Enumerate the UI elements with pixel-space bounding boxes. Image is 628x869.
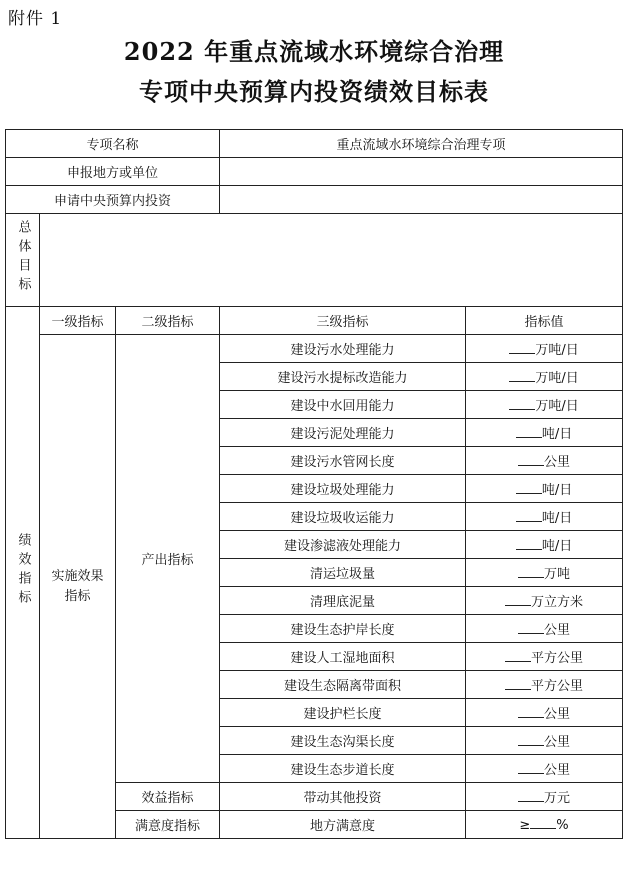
table-row bbox=[6, 130, 623, 158]
indicator-name: 地方满意度 bbox=[220, 811, 466, 839]
value-blank[interactable] bbox=[518, 565, 544, 578]
value-blank[interactable] bbox=[518, 621, 544, 634]
attachment-label: 附件 1 bbox=[8, 9, 63, 29]
indicator-name: 建设污水提标改造能力 bbox=[220, 363, 466, 391]
satisfaction-group-label: 满意度指标 bbox=[116, 811, 220, 839]
performance-label-cell bbox=[6, 307, 40, 839]
indicator-value-cell[interactable] bbox=[466, 335, 623, 363]
header-level1: 一级指标 bbox=[40, 307, 116, 335]
value-blank[interactable] bbox=[505, 649, 531, 662]
project-name-value: 重点流域水环境综合治理专项 bbox=[220, 130, 623, 158]
value-blank[interactable] bbox=[530, 816, 556, 829]
value-blank[interactable] bbox=[509, 397, 535, 410]
indicator-value-cell[interactable] bbox=[466, 671, 623, 699]
value-unit: 吨/日 bbox=[541, 511, 573, 526]
overall-goal-value[interactable] bbox=[40, 214, 623, 307]
table-row bbox=[6, 158, 623, 186]
indicator-name: 建设污水管网长度 bbox=[220, 447, 466, 475]
indicator-value-cell[interactable] bbox=[466, 699, 623, 727]
value-blank[interactable] bbox=[518, 733, 544, 746]
page-title-line2: 专项中央预算内投资绩效目标表 bbox=[139, 77, 489, 106]
output-group-label: 产出指标 bbox=[116, 335, 220, 783]
performance-target-table bbox=[5, 129, 623, 839]
indicator-name: 建设污泥处理能力 bbox=[220, 419, 466, 447]
indicator-name: 建设生态护岸长度 bbox=[220, 615, 466, 643]
value-unit: 万吨/日 bbox=[535, 399, 579, 414]
value-unit: 万元 bbox=[544, 791, 571, 806]
value-blank[interactable] bbox=[509, 369, 535, 382]
indicator-name: 带动其他投资 bbox=[220, 783, 466, 811]
value-unit: 公里 bbox=[544, 623, 571, 638]
indicator-value-cell[interactable] bbox=[466, 783, 623, 811]
indicator-value-cell[interactable] bbox=[466, 531, 623, 559]
indicator-name: 建设污水处理能力 bbox=[220, 335, 466, 363]
indicator-value-cell[interactable] bbox=[466, 643, 623, 671]
indicator-value-cell[interactable] bbox=[466, 559, 623, 587]
indicator-name: 建设人工湿地面积 bbox=[220, 643, 466, 671]
indicator-name: 清运垃圾量 bbox=[220, 559, 466, 587]
indicator-value-cell[interactable] bbox=[466, 615, 623, 643]
indicator-name: 建设渗滤液处理能力 bbox=[220, 531, 466, 559]
value-blank[interactable] bbox=[516, 481, 542, 494]
investment-value[interactable] bbox=[220, 186, 623, 214]
table-row bbox=[6, 186, 623, 214]
value-unit: 万吨/日 bbox=[535, 371, 579, 386]
value-blank[interactable] bbox=[505, 677, 531, 690]
applicant-value[interactable] bbox=[220, 158, 623, 186]
overall-goal-label: 总体目标 bbox=[15, 220, 31, 296]
indicator-name: 建设垃圾处理能力 bbox=[220, 475, 466, 503]
value-blank[interactable] bbox=[516, 425, 542, 438]
performance-label: 绩效指标 bbox=[15, 532, 31, 609]
value-blank[interactable] bbox=[518, 453, 544, 466]
indicator-name: 建设护栏长度 bbox=[220, 699, 466, 727]
value-unit: 吨/日 bbox=[541, 427, 573, 442]
indicator-name: 建设中水回用能力 bbox=[220, 391, 466, 419]
indicator-value-cell[interactable] bbox=[466, 811, 623, 839]
indicator-name: 建设垃圾收运能力 bbox=[220, 503, 466, 531]
overall-goal-label-cell bbox=[6, 214, 40, 307]
investment-label: 申请中央预算内投资 bbox=[6, 186, 220, 214]
benefit-group-label: 效益指标 bbox=[116, 783, 220, 811]
indicator-name: 建设生态步道长度 bbox=[220, 755, 466, 783]
header-value: 指标值 bbox=[466, 307, 623, 335]
indicator-value-cell[interactable] bbox=[466, 447, 623, 475]
value-unit: 平方公里 bbox=[531, 651, 584, 666]
indicator-value-cell[interactable] bbox=[466, 475, 623, 503]
project-name-label: 专项名称 bbox=[6, 130, 220, 158]
table-row bbox=[6, 335, 623, 363]
indicator-name: 建设生态隔离带面积 bbox=[220, 671, 466, 699]
value-prefix: ≥ bbox=[519, 818, 531, 833]
table-row bbox=[6, 307, 623, 335]
value-unit: 吨/日 bbox=[541, 539, 573, 554]
value-blank[interactable] bbox=[509, 341, 535, 354]
indicator-value-cell[interactable] bbox=[466, 587, 623, 615]
value-unit: 公里 bbox=[544, 763, 571, 778]
value-blank[interactable] bbox=[518, 761, 544, 774]
value-blank[interactable] bbox=[518, 705, 544, 718]
value-unit: 万吨 bbox=[544, 567, 571, 582]
table-row bbox=[6, 214, 623, 307]
indicator-name: 清理底泥量 bbox=[220, 587, 466, 615]
page-title-line1: 2022 年重点流域水环境综合治理 bbox=[123, 37, 505, 66]
value-blank[interactable] bbox=[518, 789, 544, 802]
value-unit: 公里 bbox=[544, 707, 571, 722]
value-blank[interactable] bbox=[516, 537, 542, 550]
value-unit: 公里 bbox=[544, 735, 571, 750]
indicator-name: 建设生态沟渠长度 bbox=[220, 727, 466, 755]
level1-item: 实施效果指标 bbox=[40, 335, 116, 839]
indicator-value-cell[interactable] bbox=[466, 363, 623, 391]
value-unit: 平方公里 bbox=[531, 679, 584, 694]
value-unit: 公里 bbox=[544, 455, 571, 470]
indicator-value-cell[interactable] bbox=[466, 503, 623, 531]
value-unit: % bbox=[556, 818, 569, 833]
value-unit: 万吨/日 bbox=[535, 343, 579, 358]
applicant-label: 申报地方或单位 bbox=[6, 158, 220, 186]
value-blank[interactable] bbox=[516, 509, 542, 522]
value-blank[interactable] bbox=[505, 593, 531, 606]
header-level3: 三级指标 bbox=[220, 307, 466, 335]
value-unit: 吨/日 bbox=[541, 483, 573, 498]
indicator-value-cell[interactable] bbox=[466, 755, 623, 783]
indicator-value-cell[interactable] bbox=[466, 391, 623, 419]
indicator-value-cell[interactable] bbox=[466, 419, 623, 447]
header-level2: 二级指标 bbox=[116, 307, 220, 335]
indicator-value-cell[interactable] bbox=[466, 727, 623, 755]
value-unit: 万立方米 bbox=[531, 595, 584, 610]
